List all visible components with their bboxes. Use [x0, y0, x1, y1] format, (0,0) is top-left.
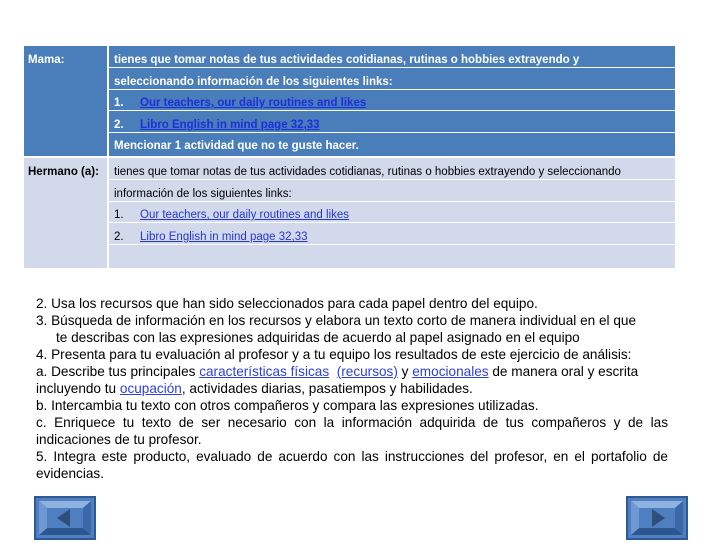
arrow-left-icon: [36, 498, 94, 538]
task-text: Mencionar 1 actividad que no te guste hacer.: [114, 140, 359, 152]
text: [329, 364, 337, 379]
task-text: tienes que tomar notas de tus actividades cotidianas, rutinas o hobbies extrayendo y seleccionando: [114, 166, 621, 178]
instruction-item: 5. Integra este producto, evaluado de acuerdo con las instrucciones del profesor, en el portafolio de: [36, 449, 668, 464]
list-number: 1.: [114, 97, 124, 109]
task-text: información de los siguientes links:: [114, 188, 292, 200]
instruction-item: indicaciones de tu profesor.: [36, 432, 202, 447]
list-number: 2.: [114, 119, 124, 131]
text: , actividades diarias, pasatiempos y habilidades.: [181, 381, 473, 396]
table-row: [24, 158, 675, 268]
role-label: Mama:: [28, 54, 65, 66]
instruction-item: c. Enriquece tu texto de ser necesario con la información adquirida de tus compañeros y de las: [36, 415, 668, 430]
instruction-item: evidencias.: [36, 466, 105, 481]
prev-slide-button[interactable]: [34, 496, 96, 540]
role-label: Hermano (a):: [28, 166, 99, 178]
instruction-item: b. Intercambia tu texto con otros compañeros y compara las expresiones utilizadas.: [36, 398, 539, 413]
link-our-teachers[interactable]: Our teachers, our daily routines and likes: [140, 209, 350, 221]
link-our-teachers[interactable]: Our teachers, our daily routines and likes: [140, 97, 367, 109]
instruction-item: 2. Usa los recursos que han sido seleccionados para cada papel dentro del equipo.: [36, 296, 538, 311]
link-english-in-mind[interactable]: Libro English in mind page 32,33: [140, 119, 320, 131]
list-item: [114, 118, 320, 132]
link-recursos[interactable]: (recursos): [336, 364, 398, 379]
list-number: 2.: [114, 231, 124, 243]
list-item: [114, 230, 308, 244]
instruction-item: 4. Presenta para tu evaluación al profesor y a tu equipo los resultados de este ejercicio de análisis:: [36, 347, 632, 362]
text: y: [397, 364, 413, 379]
task-text: tienes que tomar notas de tus actividades cotidianas, rutinas o hobbies extrayendo y: [114, 54, 580, 66]
link-emocionales[interactable]: emocionales: [412, 364, 489, 379]
next-slide-button[interactable]: [626, 496, 688, 540]
instruction-item: te describas con las expresiones adquiridas de acuerdo al papel asignado en el equipo: [56, 330, 580, 345]
role-label-cell: [24, 46, 107, 156]
list-item: [114, 208, 349, 222]
role-label-cell: [24, 158, 107, 268]
arrow-right-icon: [628, 498, 686, 538]
link-english-in-mind[interactable]: Libro English in mind page 32,33: [140, 231, 308, 243]
list-item: [114, 96, 366, 110]
link-ocupacion[interactable]: ocupación: [119, 381, 182, 396]
instruction-item: [36, 380, 668, 397]
list-number: 1.: [114, 209, 124, 221]
role-task-cell: [109, 158, 675, 268]
role-task-cell: [109, 46, 675, 156]
table-row: [24, 46, 675, 156]
link-caracteristicas-fisicas[interactable]: características físicas: [199, 364, 330, 379]
instruction-item: 3. Búsqueda de información en los recursos y elabora un texto corto de manera individual en el que: [36, 313, 637, 328]
text: de manera oral y escrita: [488, 364, 639, 379]
instruction-item: [36, 363, 668, 380]
roles-table: [24, 46, 675, 268]
task-text: seleccionando información de los siguientes links:: [114, 76, 393, 88]
text: a. Describe tus principales: [36, 364, 200, 379]
text: incluyendo tu: [36, 381, 120, 396]
